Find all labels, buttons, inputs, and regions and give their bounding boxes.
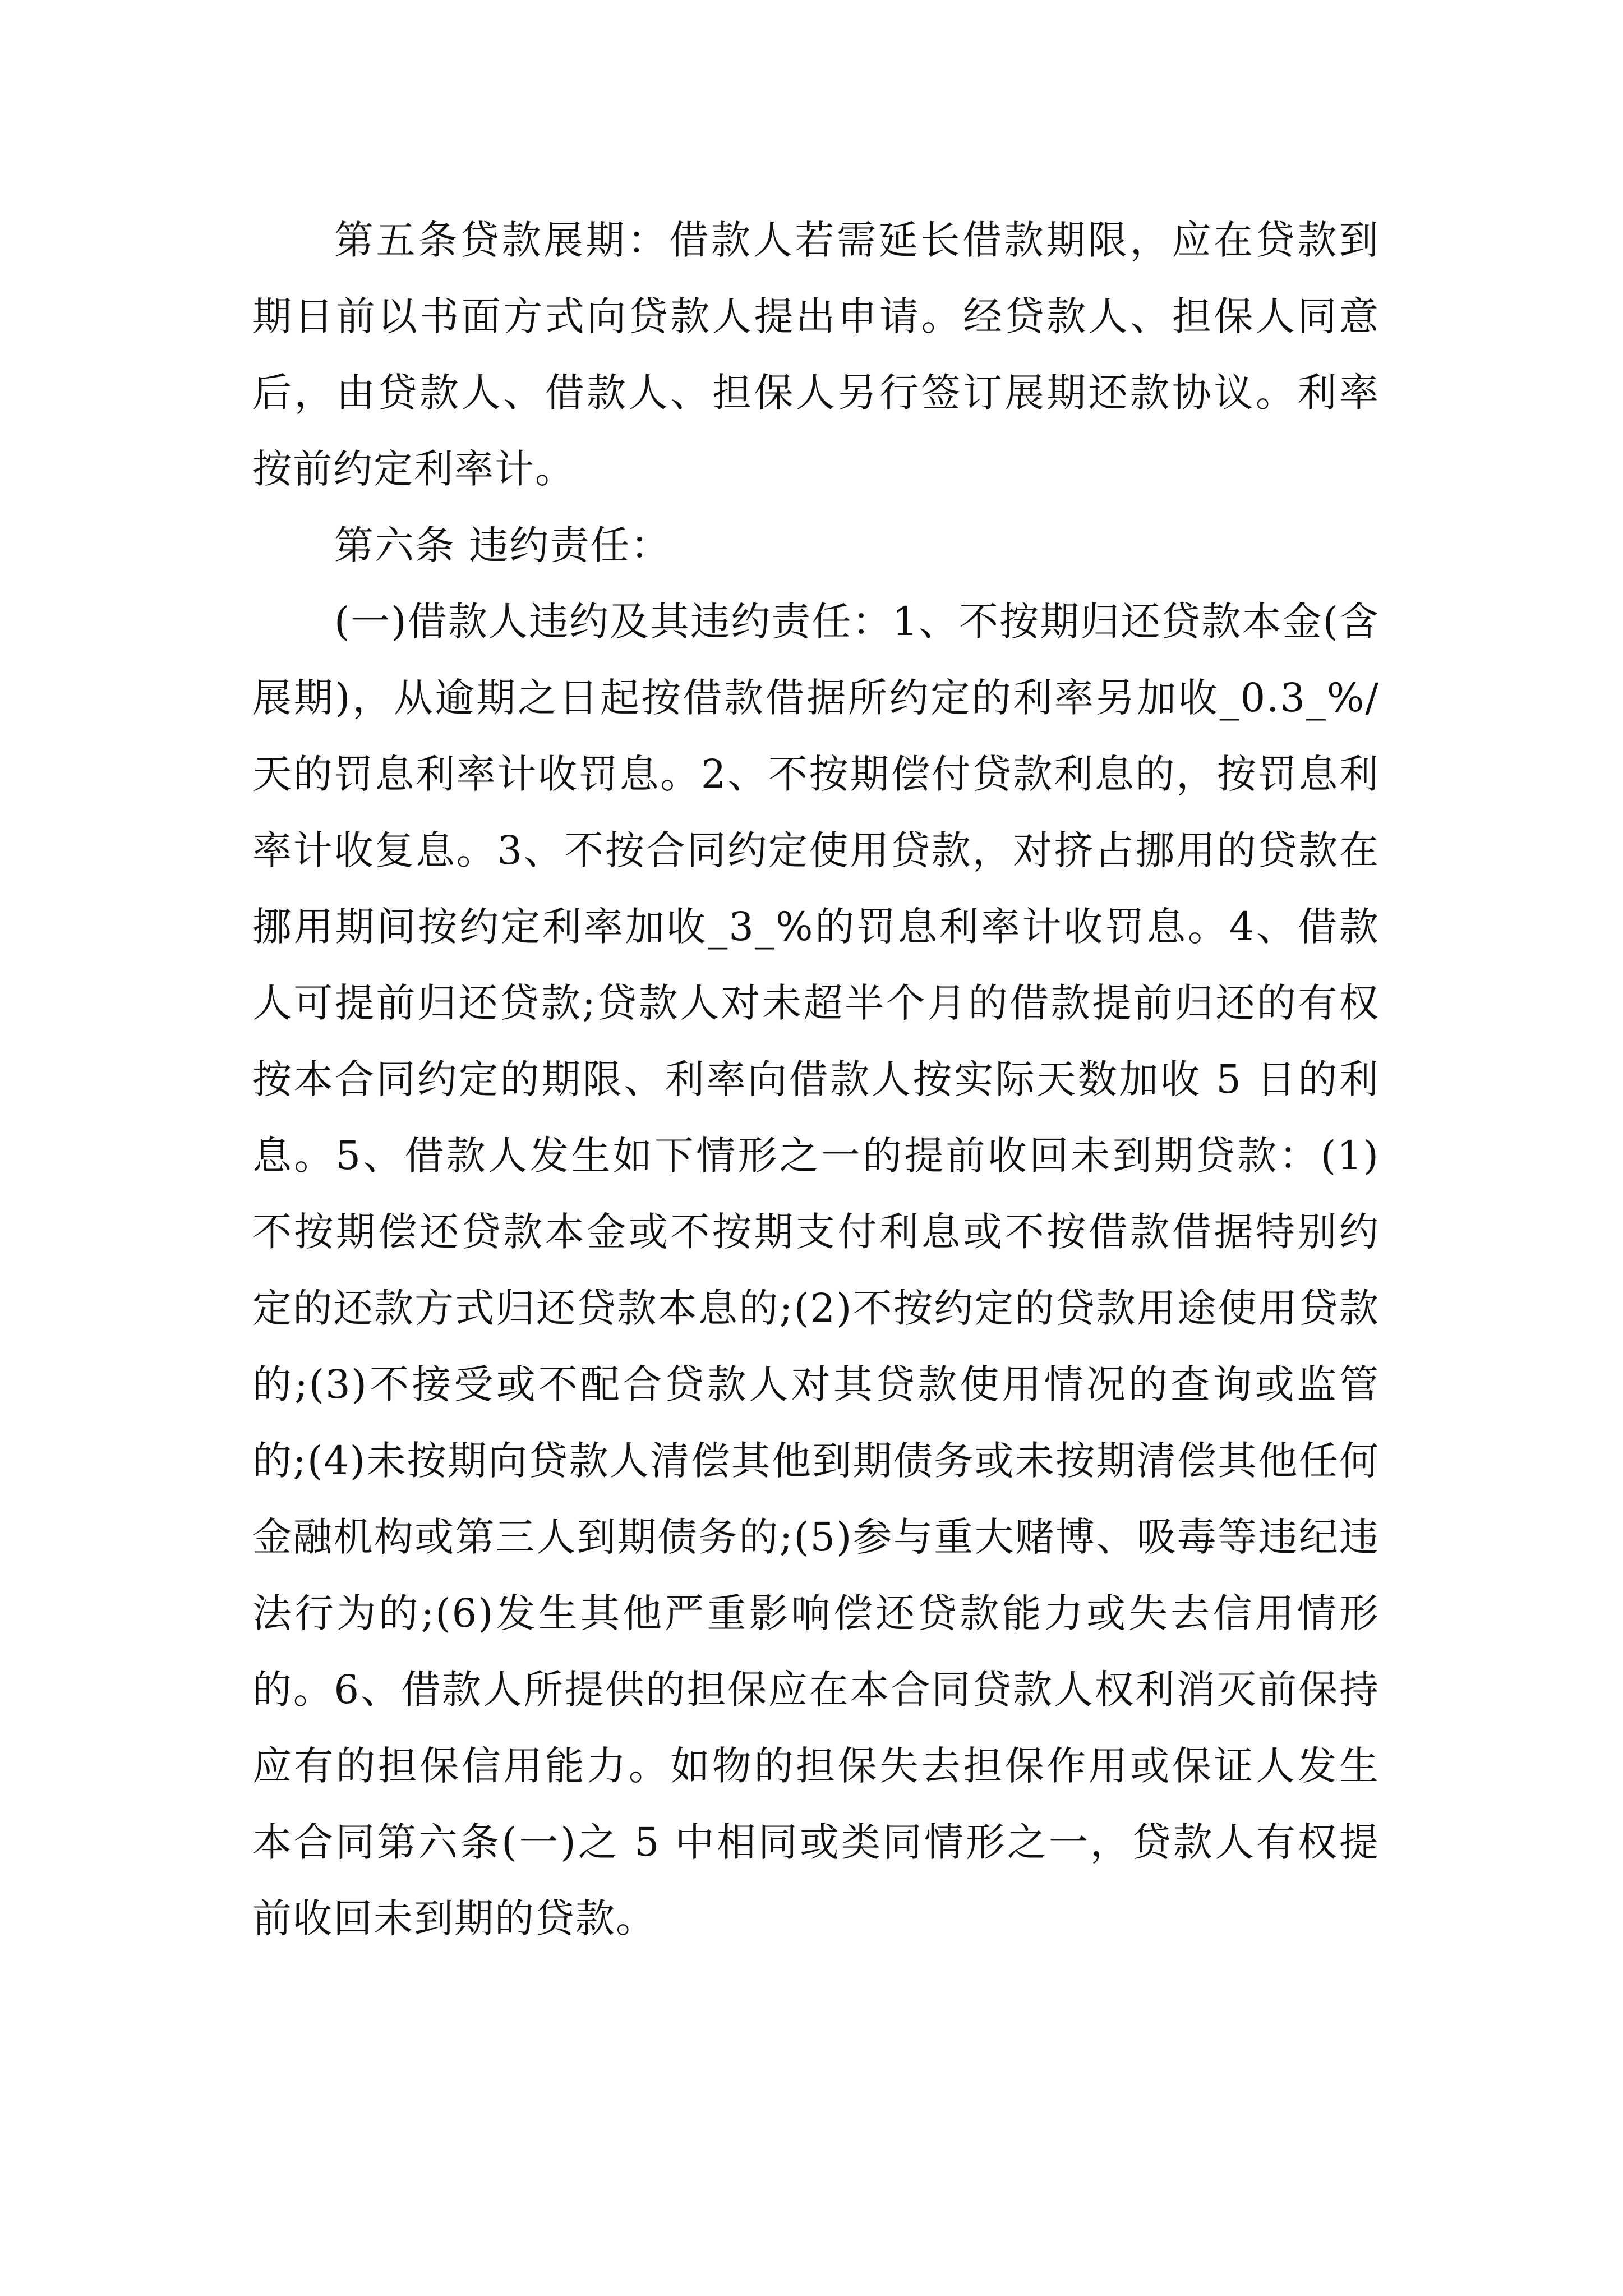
- paragraph-borrower-default-liability: (一)借款人违约及其违约责任：1、不按期归还贷款本金(含展期)，从逾期之日起按借款借据所约定的利率另加收_0.3_%/天的罚息利率计收罚息。2、不按期偿付贷款利息的，按罚息利率计收复息。3、不按合同约定使用贷款，对挤占挪用的贷款在挪用期间按约定利率加收_3_%的罚息利率计收罚息。4、借款人可提前归还贷款;贷款人对未超半个月的借款提前归还的有权按本合同约定的期限、利率向借款人按实际天数加收 5 日的利息。5、借款人发生如下情形之一的提前收回未到期贷款：(1)不按期偿还贷款本金或不按期支付利息或不按借款借据特别约定的还款方式归还贷款本息的;(2)不按约定的贷款用途使用贷款的;(3)不接受或不配合贷款人对其贷款使用情况的查询或监管的;(4)未按期向贷款人清偿其他到期债务或未按期清偿其他任何金融机构或第三人到期债务的;(5)参与重大赌博、吸毒等违纪违法行为的;(6)发生其他严重影响偿还贷款能力或失去信用情形的。6、借款人所提供的担保应在本合同贷款人权利消灭前保持应有的担保信用能力。如物的担保失去担保作用或保证人发生本合同第六条(一)之 5 中相同或类同情形之一，贷款人有权提前收回未到期的贷款。: [252, 599, 1380, 1941]
- paragraph-article-6-heading: 第六条 违约责任：: [334, 522, 671, 568]
- paragraph-article-5-extension: 第五条贷款展期：借款人若需延长借款期限，应在贷款到期日前以书面方式向贷款人提出申请。经贷款人、担保人同意后，由贷款人、借款人、担保人另行签订展期还款协议。利率按前约定利率计。: [252, 217, 1380, 492]
- document-body: [252, 202, 1380, 1957]
